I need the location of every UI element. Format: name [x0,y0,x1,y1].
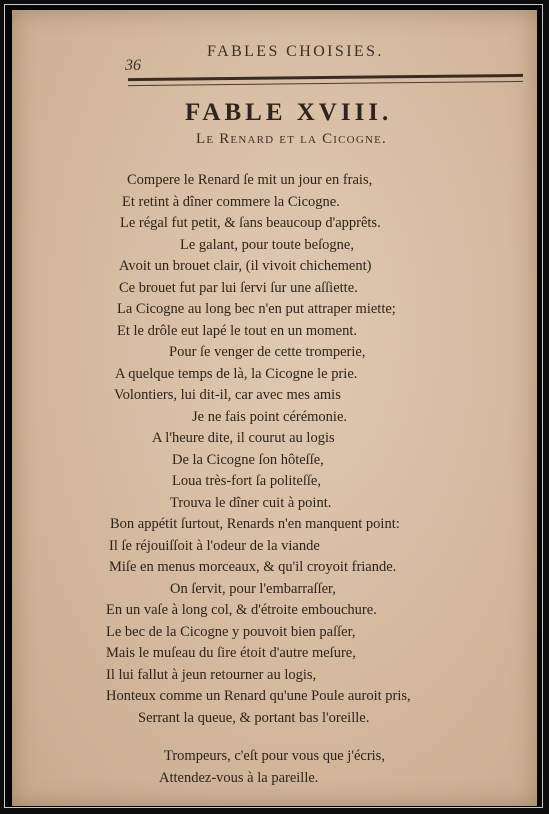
poem-line: En un vaſe à long col, & d'étroite embouchure. [106,602,377,618]
poem-line: Compere le Renard ſe mit un jour en frais, [127,172,373,188]
poem-line: Et retint à dîner commere la Cicogne. [122,194,340,210]
poem-line: Ce brouet fut par lui ſervi ſur une aſſiette. [119,280,358,296]
poem-line: Il ſe réjouiſſoit à l'odeur de la viande [109,538,320,554]
poem-line: Bon appétit ſurtout, Renards n'en manquent point: [110,516,400,532]
poem-line: Et le drôle eut lapé le tout en un moment. [117,323,357,339]
poem-line: Le bec de la Cicogne y pouvoit bien paſſer, [106,624,356,640]
header-rule-thick [128,74,523,81]
poem-line: A quelque temps de là, la Cicogne le prie. [115,366,358,382]
poem-line: Volontiers, lui dit-il, car avec mes amis [114,387,341,403]
poem-line: De la Cicogne ſon hôteſſe, [172,452,324,468]
poem-line: A l'heure dite, il courut au logis [152,430,335,446]
poem-line: Le galant, pour toute beſogne, [180,237,354,253]
header-rule [128,74,523,90]
poem-line: Honteux comme un Renard qu'une Poule auroit pris, [106,688,411,704]
poem-line: La Cicogne au long bec n'en put attraper miette; [117,301,396,317]
moral-line: Trompeurs, c'eſt pour vous que j'écris, [164,748,385,764]
poem-line: Pour ſe venger de cette tromperie, [169,344,366,360]
fable-title: FABLE XVIII. [185,99,393,126]
poem-line: Mais le muſeau du ſire étoit d'autre meſure, [106,645,356,661]
page-number: 36 [125,57,141,74]
poem-line: Le régal fut petit, & ſans beaucoup d'apprêts. [120,215,381,231]
poem-line: Loua très-fort ſa politeſſe, [172,473,321,489]
book-page [12,10,537,806]
poem-line: Miſe en menus morceaux, & qu'il croyoit friande. [109,559,397,575]
poem-line: Serrant la queue, & portant bas l'oreille. [138,710,370,726]
fable-subtitle: Le Renard et la Cicogne. [196,131,387,147]
poem-line: Il lui fallut à jeun retourner au logis, [106,667,317,683]
poem-line: Trouva le dîner cuit à point. [170,495,332,511]
poem-line: Je ne fais point cérémonie. [192,409,348,425]
poem-line: Avoit un brouet clair, (il vivoit chichement) [119,258,372,274]
running-head: FABLES CHOISIES. [207,43,384,60]
header-rule-thin [128,81,523,86]
poem-line: On ſervit, pour l'embarraſſer, [170,581,336,597]
moral-line: Attendez-vous à la pareille. [159,770,319,786]
